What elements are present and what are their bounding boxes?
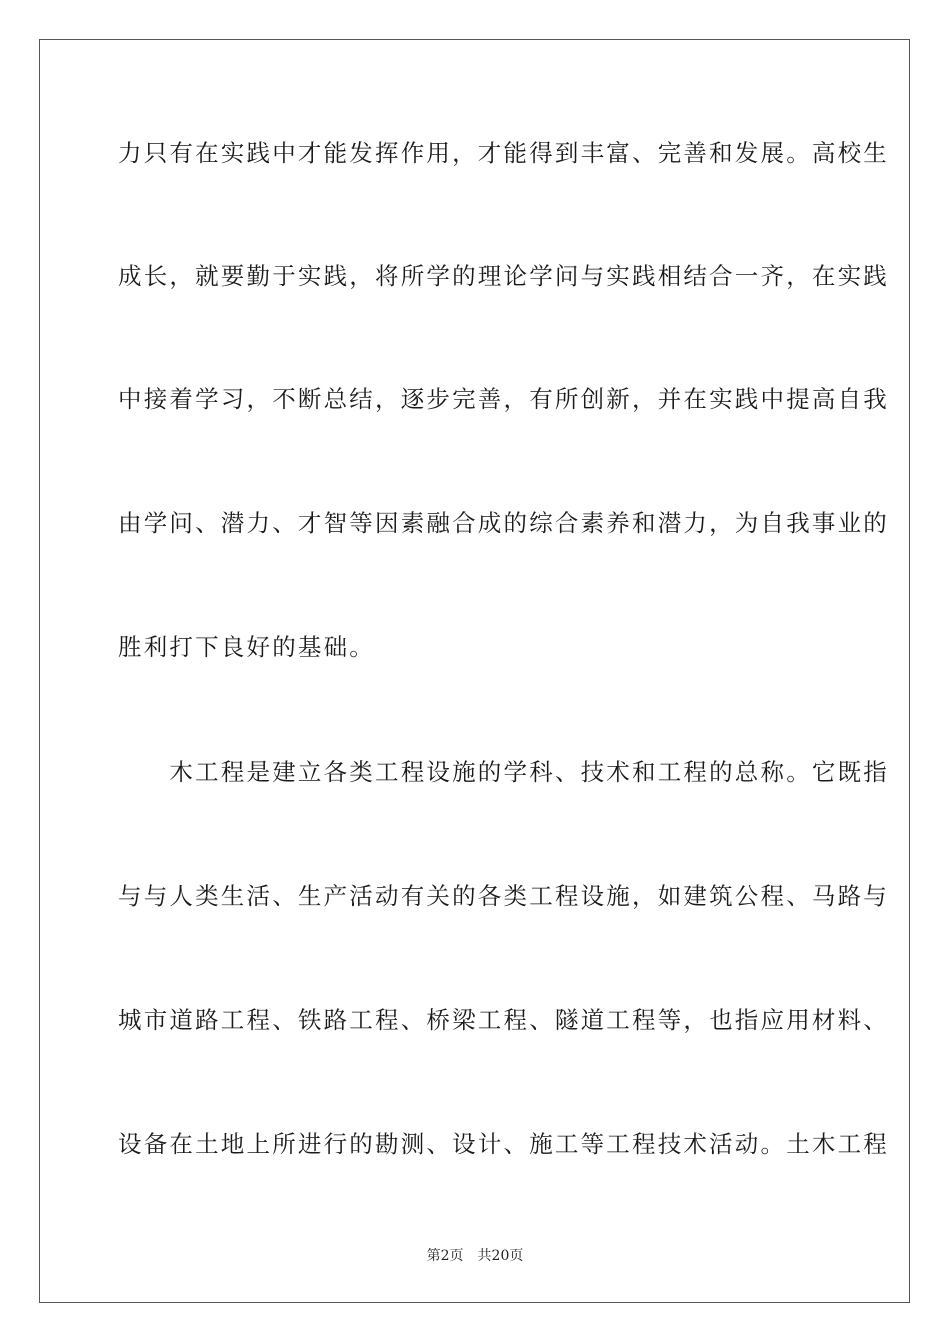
text-line-5: 胜利打下良好的基础。: [118, 633, 375, 661]
page-total: 共20页: [477, 1248, 524, 1264]
text-line-1: 力只有在实践中才能发挥作用，才能得到丰富、完善和发展。高校生: [118, 139, 889, 167]
page-border: [39, 39, 910, 1303]
text-line-4: 由学问、潜力、才智等因素融合成的综合素养和潜力，为自我事业的: [118, 509, 889, 537]
text-line-3: 中接着学习，不断总结，逐步完善，有所创新，并在实践中提高自我: [118, 385, 889, 413]
text-line-8: 城市道路工程、铁路工程、桥梁工程、隧道工程等，也指应用材料、: [118, 1006, 889, 1034]
text-line-7: 与与人类生活、生产活动有关的各类工程设施，如建筑公程、马路与: [118, 882, 889, 910]
text-line-2: 成长，就要勤于实践，将所学的理论学问与实践相结合一齐，在实践: [118, 262, 889, 290]
page-footer: [0, 1247, 950, 1265]
text-line-9: 设备在土地上所进行的勘测、设计、施工等工程技术活动。土木工程: [118, 1130, 889, 1158]
page-number: 第2页: [426, 1248, 464, 1264]
text-line-6: 木工程是建立各类工程设施的学科、技术和工程的总称。它既指: [118, 758, 889, 786]
